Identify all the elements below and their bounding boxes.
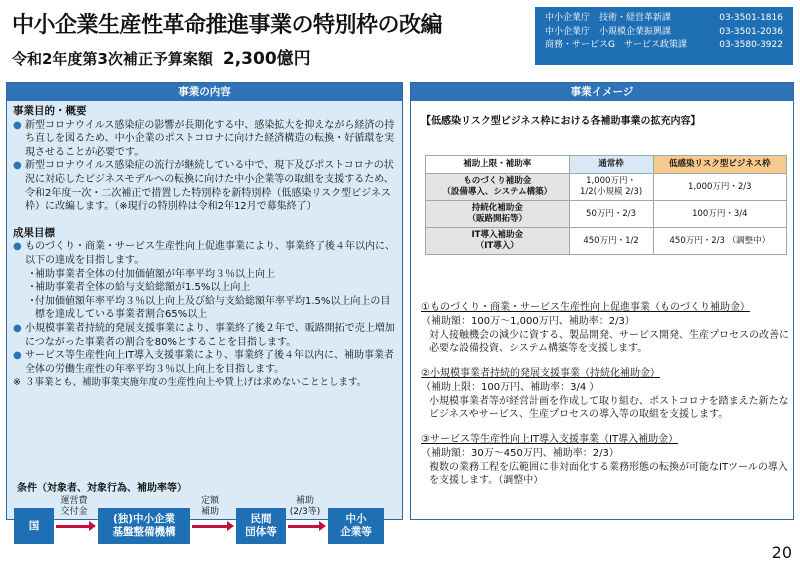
table-cell: 50万円・2/3 [569, 201, 653, 228]
table-header-row [426, 156, 787, 174]
detail-subheading: （補助上限：100万円、補助率：3/4 ） [421, 381, 600, 393]
detail-item [421, 301, 791, 356]
table-row-head: ものづくり補助金 （設備導入、システム構築） [426, 174, 570, 201]
purpose-heading: 事業目的・概要 [13, 105, 87, 117]
bullet-text: 新型コロナウイルス感染症の影響が長期化する中、感染拡大を抑えながら経済の持ち直しを図るため、中小企業のポストコロナに向けた経済構造の転換・好循環を実現させることが必要です。 [25, 119, 395, 158]
contact-row [545, 26, 783, 40]
table-row-head: 持続化補助金 （販路開拓等） [426, 201, 570, 228]
flow-label-fixed: 定額 補助 [200, 496, 219, 517]
bullet-icon: ● [13, 350, 22, 362]
business-content-panel [6, 82, 403, 520]
bullet-text: 小規模事業者持続的発展支援事業により、事業終了後２年で、販路開拓で売上増加につながった事業者の割合を80%とすることを目指します。 [25, 322, 395, 348]
flow-box-government: 国 [14, 508, 54, 544]
bullet-text: サービス等生産性向上IT導入支援事業により、事業終了後４年以内に、補助事業者全体の労働生産性の年率平均３％以上向上を目指します。 [25, 350, 395, 375]
contact-dept: 商務・サービスG サービス政策課 [545, 40, 687, 50]
business-content-body [7, 101, 402, 390]
table-row [426, 174, 787, 201]
goal-bullet [13, 322, 397, 349]
sub-text: 付加価値額年率平均３％以上向上及び給与支給総額年率平均1.5%以上向上の目標を達成している事業者割合65%以上 [35, 295, 391, 321]
contact-dept: 中小企業庁 小規模企業振興課 [545, 26, 672, 37]
contact-tel: 03-3501-1816 [719, 13, 783, 23]
contact-tel: 03-3501-2036 [719, 26, 783, 37]
sub-bullet-icon: ・ [27, 282, 37, 294]
table-row [426, 201, 787, 228]
page-number: 20 [771, 543, 792, 562]
flow-arrow [56, 525, 90, 528]
flow-box-smrj: (独)中小企業 基盤整備機構 [98, 508, 190, 544]
table-row [426, 228, 787, 255]
panel-header: 事業イメージ [411, 83, 793, 101]
flow-box-sme: 中小 企業等 [328, 508, 384, 544]
flow-label-subsidy: 補助 (2/3等) [289, 496, 321, 517]
bullet-icon: ● [13, 241, 22, 253]
image-title: 【低感染リスク型ビジネス枠における各補助事業の拡充内容】 [421, 116, 701, 127]
detail-item [421, 433, 791, 488]
conditions-title: 条件（対象者、対象行為、補助率等） [17, 483, 187, 494]
goal-heading: 成果目標 [13, 226, 55, 239]
flow-box-private-org: 民間 団体等 [236, 508, 286, 544]
detail-subheading: （補助額：30万～450万円、補助率：2/3） [421, 447, 619, 459]
contact-dept: 中小企業庁 技術・経営革新課 [545, 13, 672, 23]
sub-bullet-icon: ・ [27, 295, 37, 307]
purpose-bullet [13, 159, 397, 213]
purpose-bullet [13, 119, 397, 160]
page-title: 中小企業生産性革命推進事業の特別枠の改編 [12, 13, 443, 38]
detail-item [421, 367, 791, 422]
budget-line [12, 44, 311, 69]
contact-row [545, 39, 783, 53]
table-header-cell: 補助上限・補助率 [426, 156, 570, 174]
panel-header: 事業の内容 [7, 83, 402, 101]
comparison-table [425, 155, 787, 255]
bullet-icon: ● [13, 160, 22, 172]
detail-body: 対人接触機会の減少に資する、製品開発、サービス開発、生産プロセスの改善に必要な設備投資、システム構築等を支援します。 [429, 329, 789, 355]
detail-subheading: （補助額：100万～1,000万円、補助率：2/3） [421, 315, 635, 327]
flow-arrow [192, 525, 228, 528]
table-cell: 1,000万円・2/3 [653, 174, 786, 201]
detail-heading: ②小規模事業者持続的発展支援事業（持続化補助金） [421, 368, 660, 379]
contact-tel: 03-3580-3922 [719, 40, 783, 50]
bullet-text: ものづくり・商業・サービス生産性向上促進事業により、事業終了後４年以内に、以下の達成を目指します。 [25, 241, 395, 266]
contact-box [535, 7, 793, 65]
table-cell: 100万円・3/4 [653, 201, 786, 228]
sub-text: 補助事業者全体の給与支給総額が1.5%以上向上 [35, 282, 251, 294]
sub-bullet-icon: ・ [27, 268, 37, 280]
goal-bullet [13, 349, 397, 376]
bullet-icon: ● [13, 119, 22, 131]
business-image-body [411, 101, 793, 135]
budget-amount: 2,300億円 [222, 49, 311, 69]
note-mark: ※ [13, 377, 21, 389]
detail-body: 小規模事業者等が経営計画を作成して取り組む、ポストコロナを踏まえた新たなビジネスやサービス、生産プロセスの導入等の取組を支援します。 [429, 395, 789, 421]
table-header-cell: 低感染リスク型ビジネス枠 [653, 156, 786, 174]
contact-row [545, 12, 783, 26]
detail-body: 複数の業務工程を広範囲に非対面化する業務形態の転換が可能なITツールの導入を支援します。（調整中） [429, 461, 788, 487]
detail-heading: ③サービス等生産性向上IT導入支援事業（IT導入補助金） [421, 434, 679, 445]
flow-label-grant: 運営費 交付金 [60, 496, 88, 517]
goal-sub-item [13, 295, 397, 322]
note-text: ３事業とも、補助事業実施年度の生産性向上や賃上げは求めないこととします。 [25, 377, 367, 389]
flow-arrow [288, 525, 320, 528]
table-cell: 450万円・2/3 （調整中） [653, 228, 786, 255]
table-header-cell: 通常枠 [569, 156, 653, 174]
table-cell: 450万円・1/2 [569, 228, 653, 255]
goal-sub-item [13, 268, 397, 282]
note [13, 376, 397, 390]
budget-label: 令和2年度第3次補正予算案額 [12, 50, 213, 68]
sub-text: 補助事業者全体の付加価値額が年率平均３％以上向上 [35, 268, 275, 280]
detail-heading: ①ものづくり・商業・サービス生産性向上促進事業（ものづくり補助金） [421, 302, 750, 313]
goal-bullet [13, 240, 397, 267]
business-image-panel [410, 82, 794, 520]
bullet-text: 新型コロナウイルス感染症の流行が継続している中で、現下及びポストコロナの状況に対応したビジネスモデルへの転換に向けた中小企業等の取組を支援するため、令和2年度一次・二次補正で措置した特別枠を新特別枠（低感染リスク型ビジネス枠）に改編します。（※現行の特別枠は令和2年12月で募集終了） [25, 160, 394, 213]
goal-sub-item [13, 281, 397, 295]
table-cell: 1,000万円・ 1/2(小規模 2/3) [569, 174, 653, 201]
bullet-icon: ● [13, 322, 22, 334]
table-row-head: IT導入補助金 （IT導入） [426, 228, 570, 255]
